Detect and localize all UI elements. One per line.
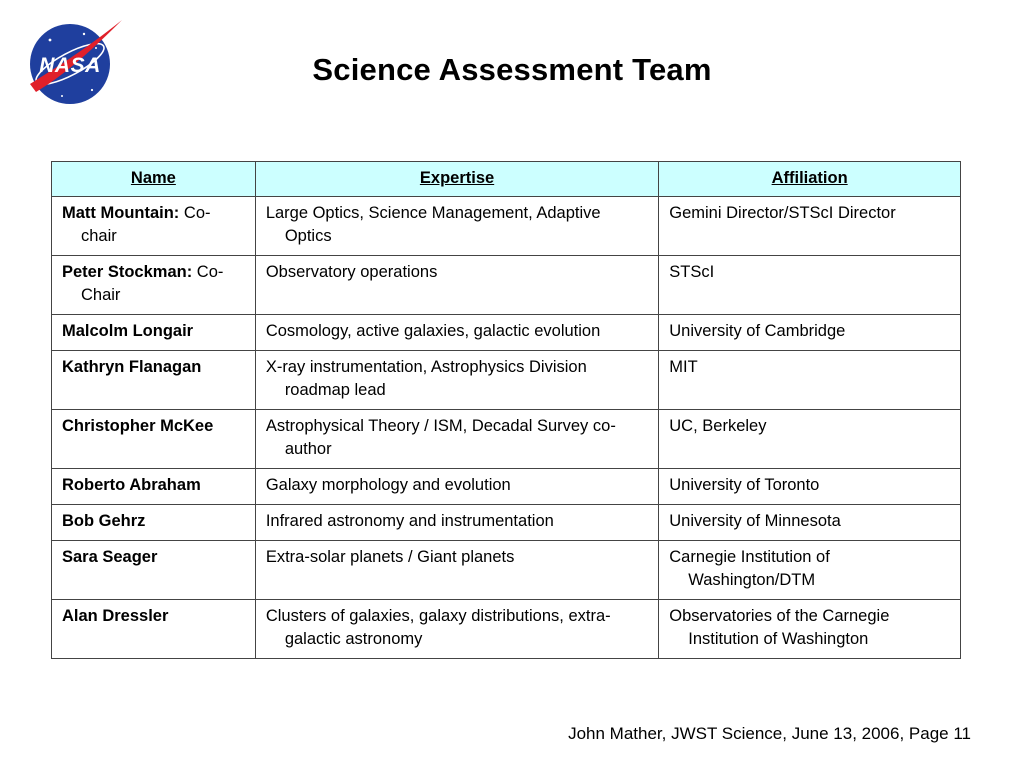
table-row: [52, 351, 961, 410]
table-row: [52, 315, 961, 351]
cell-affiliation: [659, 541, 961, 600]
member-role: Co-chair: [81, 204, 211, 245]
team-table: [51, 161, 961, 659]
cell-expertise: [255, 351, 658, 410]
cell-affiliation: [659, 256, 961, 315]
affiliation-text: UC, Berkeley: [669, 417, 767, 435]
affiliation-text: Gemini Director/STScI Director: [669, 204, 896, 222]
member-name: Peter Stockman:: [62, 263, 193, 281]
cell-expertise: [255, 469, 658, 505]
cell-name: [52, 600, 256, 659]
affiliation-text: STScI: [669, 263, 715, 281]
affiliation-text: MIT: [669, 358, 698, 376]
member-name: Bob Gehrz: [62, 512, 146, 530]
cell-expertise: [255, 600, 658, 659]
cell-expertise: [255, 410, 658, 469]
table-row: [52, 505, 961, 541]
column-header-name: Name: [52, 162, 256, 197]
column-header-expertise: Expertise: [255, 162, 658, 197]
cell-name: [52, 469, 256, 505]
table-header-row: [52, 162, 961, 197]
member-name: Sara Seager: [62, 548, 158, 566]
cell-name: [52, 351, 256, 410]
cell-expertise: [255, 197, 658, 256]
expertise-text: X-ray instrumentation, Astrophysics Division roadmap lead: [265, 358, 587, 399]
expertise-text: Observatory operations: [265, 263, 438, 281]
table-row: [52, 197, 961, 256]
expertise-text: Infrared astronomy and instrumentation: [265, 512, 554, 530]
expertise-text: Cosmology, active galaxies, galactic evolution: [265, 322, 601, 340]
cell-affiliation: [659, 315, 961, 351]
cell-name: [52, 541, 256, 600]
expertise-text: Extra-solar planets / Giant planets: [265, 548, 515, 566]
affiliation-text: University of Minnesota: [669, 512, 841, 530]
affiliation-text: Observatories of the Carnegie Institution of Washington: [669, 607, 890, 648]
member-name: Alan Dressler: [62, 607, 169, 625]
table-row: [52, 469, 961, 505]
member-name: Kathryn Flanagan: [62, 358, 202, 376]
affiliation-text: University of Cambridge: [669, 322, 846, 340]
cell-name: [52, 256, 256, 315]
affiliation-text: Carnegie Institution of Washington/DTM: [669, 548, 830, 589]
slide-footer: John Mather, JWST Science, June 13, 2006, Page 11: [568, 724, 971, 743]
cell-name: [52, 315, 256, 351]
expertise-text: Astrophysical Theory / ISM, Decadal Survey co-author: [265, 417, 616, 458]
member-name: Matt Mountain:: [62, 204, 180, 222]
cell-name: [52, 410, 256, 469]
member-name: Malcolm Longair: [62, 322, 194, 340]
cell-affiliation: [659, 505, 961, 541]
expertise-text: Large Optics, Science Management, Adaptive Optics: [265, 204, 601, 245]
cell-name: [52, 505, 256, 541]
table-row: [52, 256, 961, 315]
cell-affiliation: [659, 600, 961, 659]
cell-expertise: [255, 505, 658, 541]
cell-expertise: [255, 256, 658, 315]
cell-expertise: [255, 541, 658, 600]
table-row: [52, 541, 961, 600]
cell-affiliation: [659, 410, 961, 469]
logo-wordmark: NASA: [39, 54, 101, 77]
expertise-text: Galaxy morphology and evolution: [265, 476, 511, 494]
cell-name: [52, 197, 256, 256]
affiliation-text: University of Toronto: [669, 476, 820, 494]
page-title: Science Assessment Team: [312, 52, 712, 87]
table-row: [52, 410, 961, 469]
table-row: [52, 600, 961, 659]
column-header-affiliation: Affiliation: [659, 162, 961, 197]
member-name: Christopher McKee: [62, 417, 214, 435]
cell-affiliation: [659, 351, 961, 410]
cell-affiliation: [659, 197, 961, 256]
cell-affiliation: [659, 469, 961, 505]
member-role: Co-Chair: [81, 263, 224, 304]
cell-expertise: [255, 315, 658, 351]
expertise-text: Clusters of galaxies, galaxy distributions, extra-galactic astronomy: [265, 607, 611, 648]
member-name: Roberto Abraham: [62, 476, 201, 494]
